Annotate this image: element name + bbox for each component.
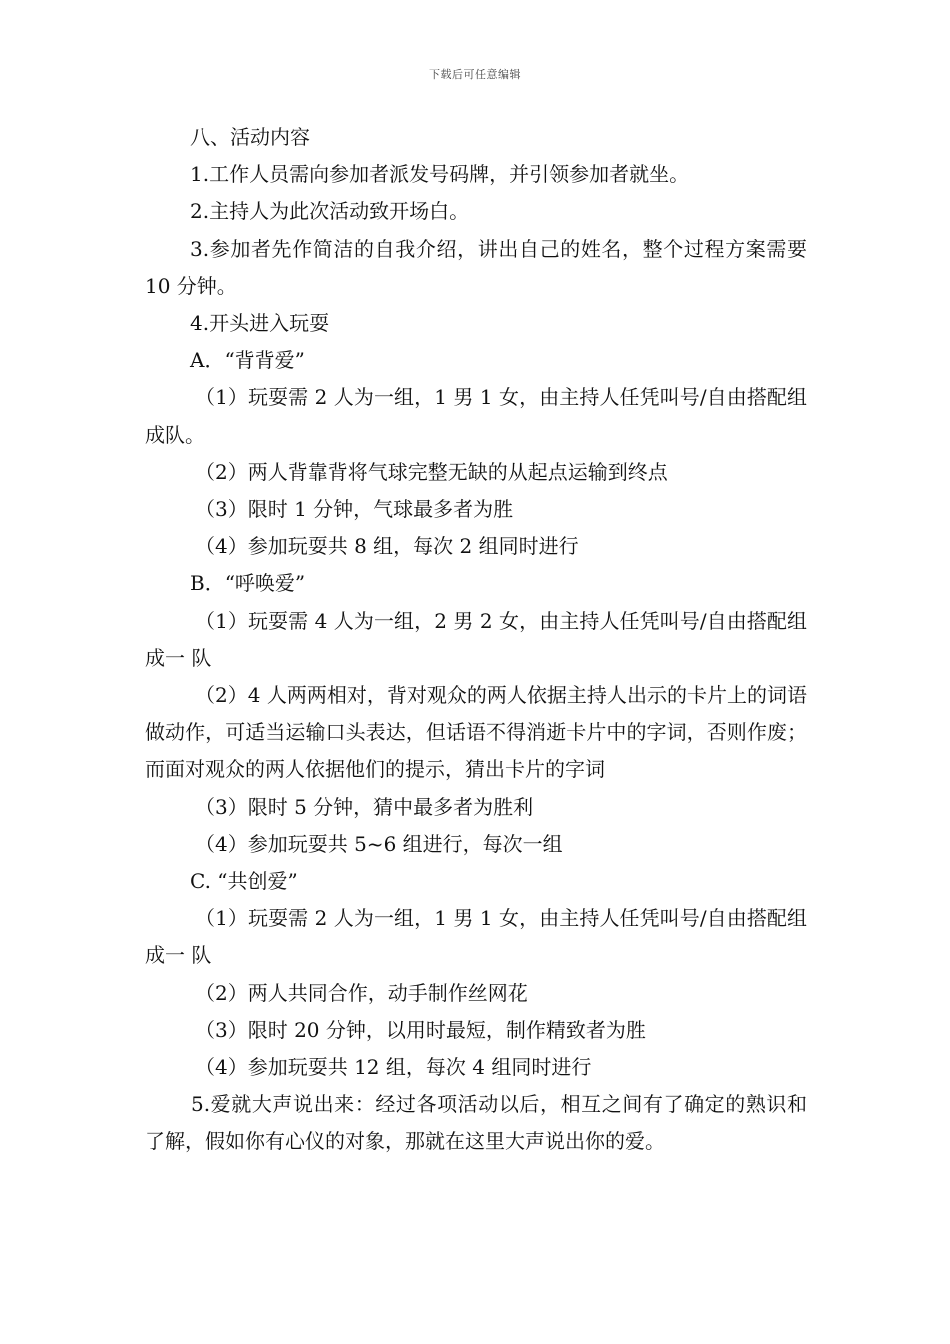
paragraph-item-4: 4.开头进入玩耍 [190, 311, 330, 336]
game-b-rule-3: （3）限时 5 分钟，猜中最多者为胜利 [195, 794, 534, 819]
game-a-title: A．“背背爱” [190, 348, 305, 373]
page-header: 下载后可任意编辑 [429, 68, 521, 81]
paragraph-item-2: 2.主持人为此次活动致开场白。 [190, 199, 470, 224]
game-b-title: B．“呼唤爱” [190, 571, 306, 596]
game-c-title: C. “共创爱” [190, 869, 298, 894]
paragraph-item-3: 3.参加者先作简洁的自我介绍，讲出自己的姓名，整个过程方案需要 10 分钟。 [145, 236, 807, 298]
paragraph-item-1: 1.工作人员需向参加者派发号码牌，并引领参加者就坐。 [190, 162, 690, 187]
game-c-rule-3: （3）限时 20 分钟，以用时最短，制作精致者为胜 [195, 1017, 646, 1042]
game-c-rule-4: （4）参加玩耍共 12 组，每次 4 组同时进行 [195, 1055, 592, 1080]
game-b-rule-4: （4）参加玩耍共 5~6 组进行，每次一组 [195, 831, 563, 856]
game-b-rule-2: （2）4 人两两相对，背对观众的两人依据主持人出示的卡片上的词语做动作，可适当运输口头表达，但话语不得消逝卡片中的字词，否则作废；而面对观众的两人依据他们的提示，猜出卡片的字词 [145, 683, 807, 782]
document-body [145, 119, 807, 1161]
game-b-rule-1: （1）玩耍需 4 人为一组，2 男 2 女，由主持人任凭叫号/自由搭配组成一 队 [145, 608, 807, 670]
game-c-rule-2: （2）两人共同合作，动手制作丝网花 [195, 980, 528, 1005]
game-a-rule-3: （3）限时 1 分钟，气球最多者为胜 [195, 497, 514, 522]
game-a-rule-4: （4）参加玩耍共 8 组，每次 2 组同时进行 [195, 534, 579, 559]
game-c-rule-1: （1）玩耍需 2 人为一组，1 男 1 女，由主持人任凭叫号/自由搭配组成一 队 [145, 906, 807, 968]
game-a-rule-1: （1）玩耍需 2 人为一组，1 男 1 女，由主持人任凭叫号/自由搭配组成队。 [145, 385, 807, 447]
paragraph-item-5: 5.爱就大声说出来：经过各项活动以后，相互之间有了确定的熟识和了解，假如你有心仪的对象，那就在这里大声说出你的爱。 [145, 1092, 807, 1154]
game-a-rule-2: （2）两人背靠背将气球完整无缺的从起点运输到终点 [195, 459, 668, 484]
section-title: 八、活动内容 [190, 125, 310, 149]
